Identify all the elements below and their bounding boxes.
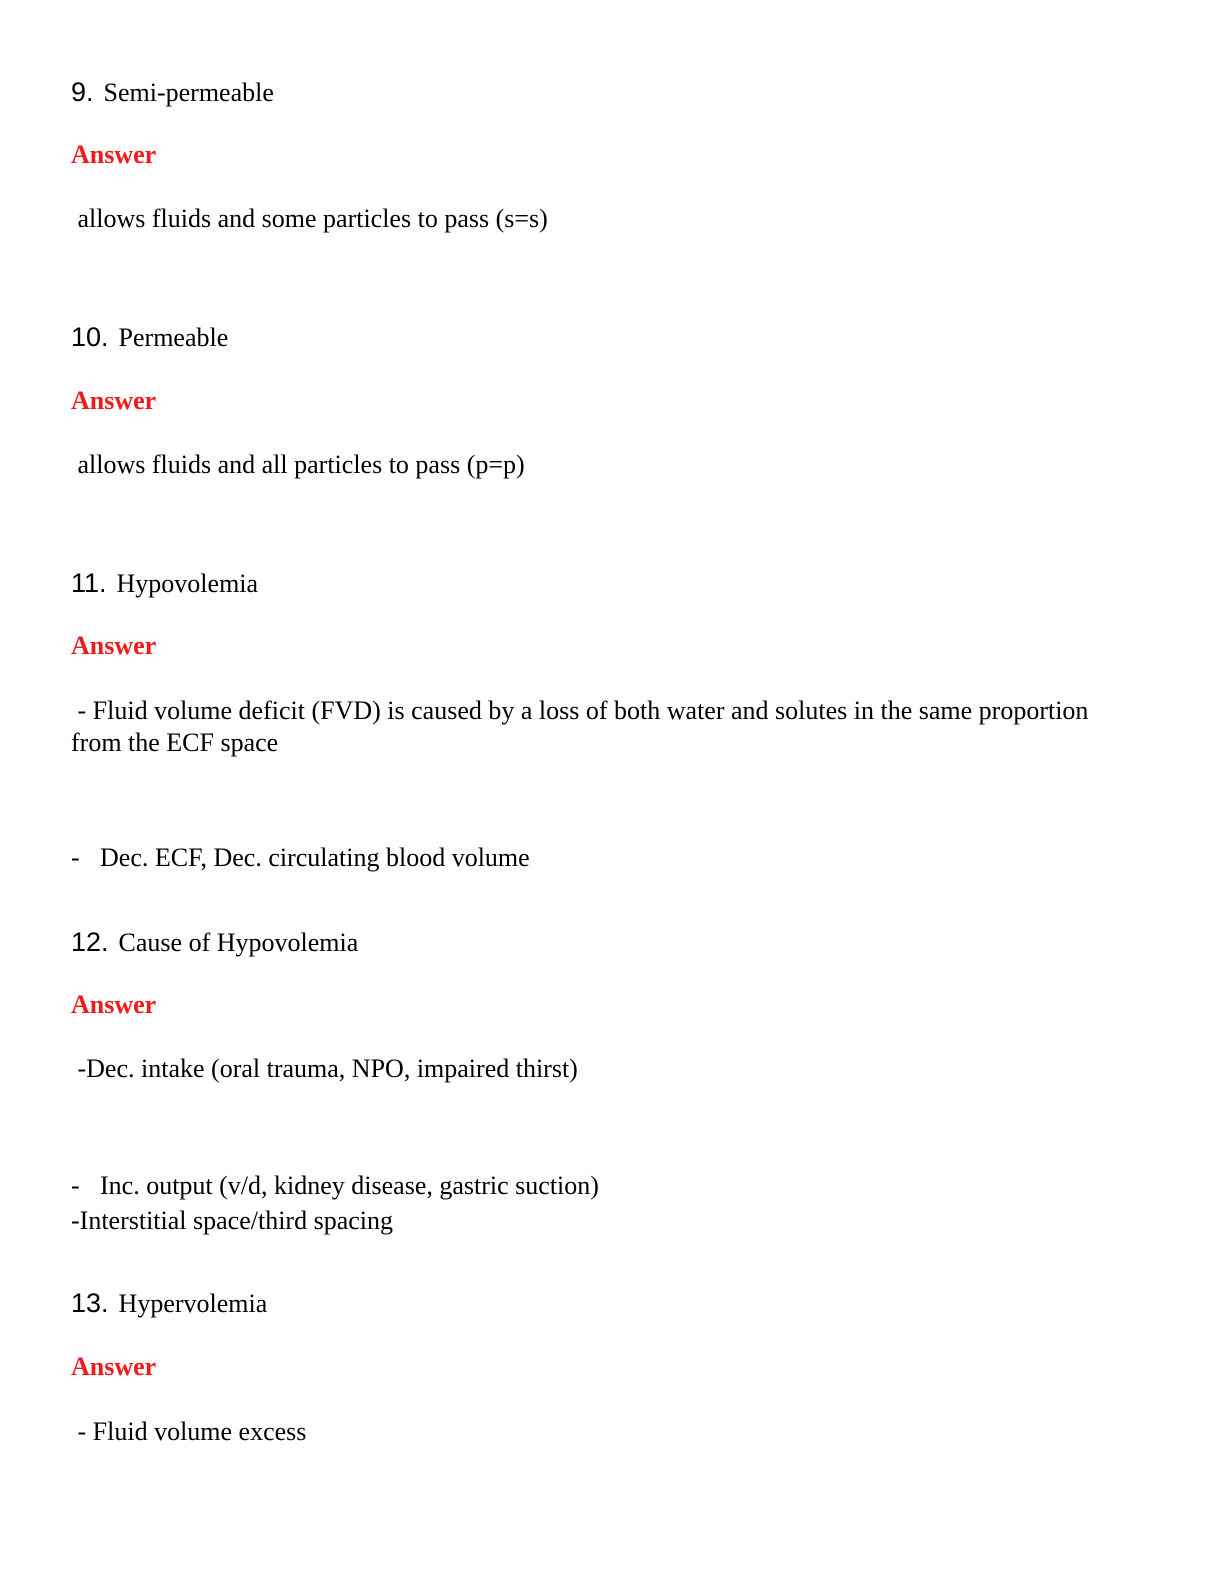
question-number: 9. [71,77,94,107]
question-number: 12. [71,927,109,957]
question-number: 13. [71,1288,109,1318]
question-9 [71,77,274,107]
question-13 [71,1288,267,1318]
bullet-text: Inc. output (v/d, kidney disease, gastric suction) [100,1171,599,1200]
answer-label: Answer [71,990,157,1019]
answer-text [71,1416,1151,1448]
answer-line: -Dec. intake (oral trauma, NPO, impaired thirst) [71,1054,578,1083]
question-11 [71,568,258,598]
bullet-item [71,842,530,874]
bullet-text: Dec. ECF, Dec. circulating blood volume [100,843,530,872]
answer-text [71,695,1151,759]
question-term: Semi-permeable [103,78,274,107]
answer-label: Answer [71,140,157,169]
answer-line: - Fluid volume excess [71,1417,307,1446]
answer-extra-line: -Interstitial space/third spacing [71,1206,394,1235]
bullet-dash: - [71,843,80,872]
answer-line: from the ECF space [71,728,279,757]
question-10 [71,322,228,352]
question-term: Hypovolemia [116,569,259,598]
answer-line: - Fluid volume deficit (FVD) is caused by a loss of both water and solutes in the same proportion [71,696,1089,725]
bullet-dash: - [71,1171,80,1200]
answer-text [71,1053,1151,1085]
question-number: 11. [71,568,107,598]
answer-line: allows fluids and some particles to pass (s=s) [71,204,548,233]
question-12 [71,927,358,957]
answer-label: Answer [71,1352,157,1381]
question-term: Cause of Hypovolemia [118,928,359,957]
question-term: Hypervolemia [118,1289,268,1318]
answer-text [71,449,1151,481]
answer-label: Answer [71,631,157,660]
answer-line: allows fluids and all particles to pass (p=p) [71,450,525,479]
answer-label: Answer [71,386,157,415]
bullet-item [71,1170,599,1202]
question-number: 10. [71,322,109,352]
question-term: Permeable [118,323,229,352]
answer-text [71,203,1151,235]
